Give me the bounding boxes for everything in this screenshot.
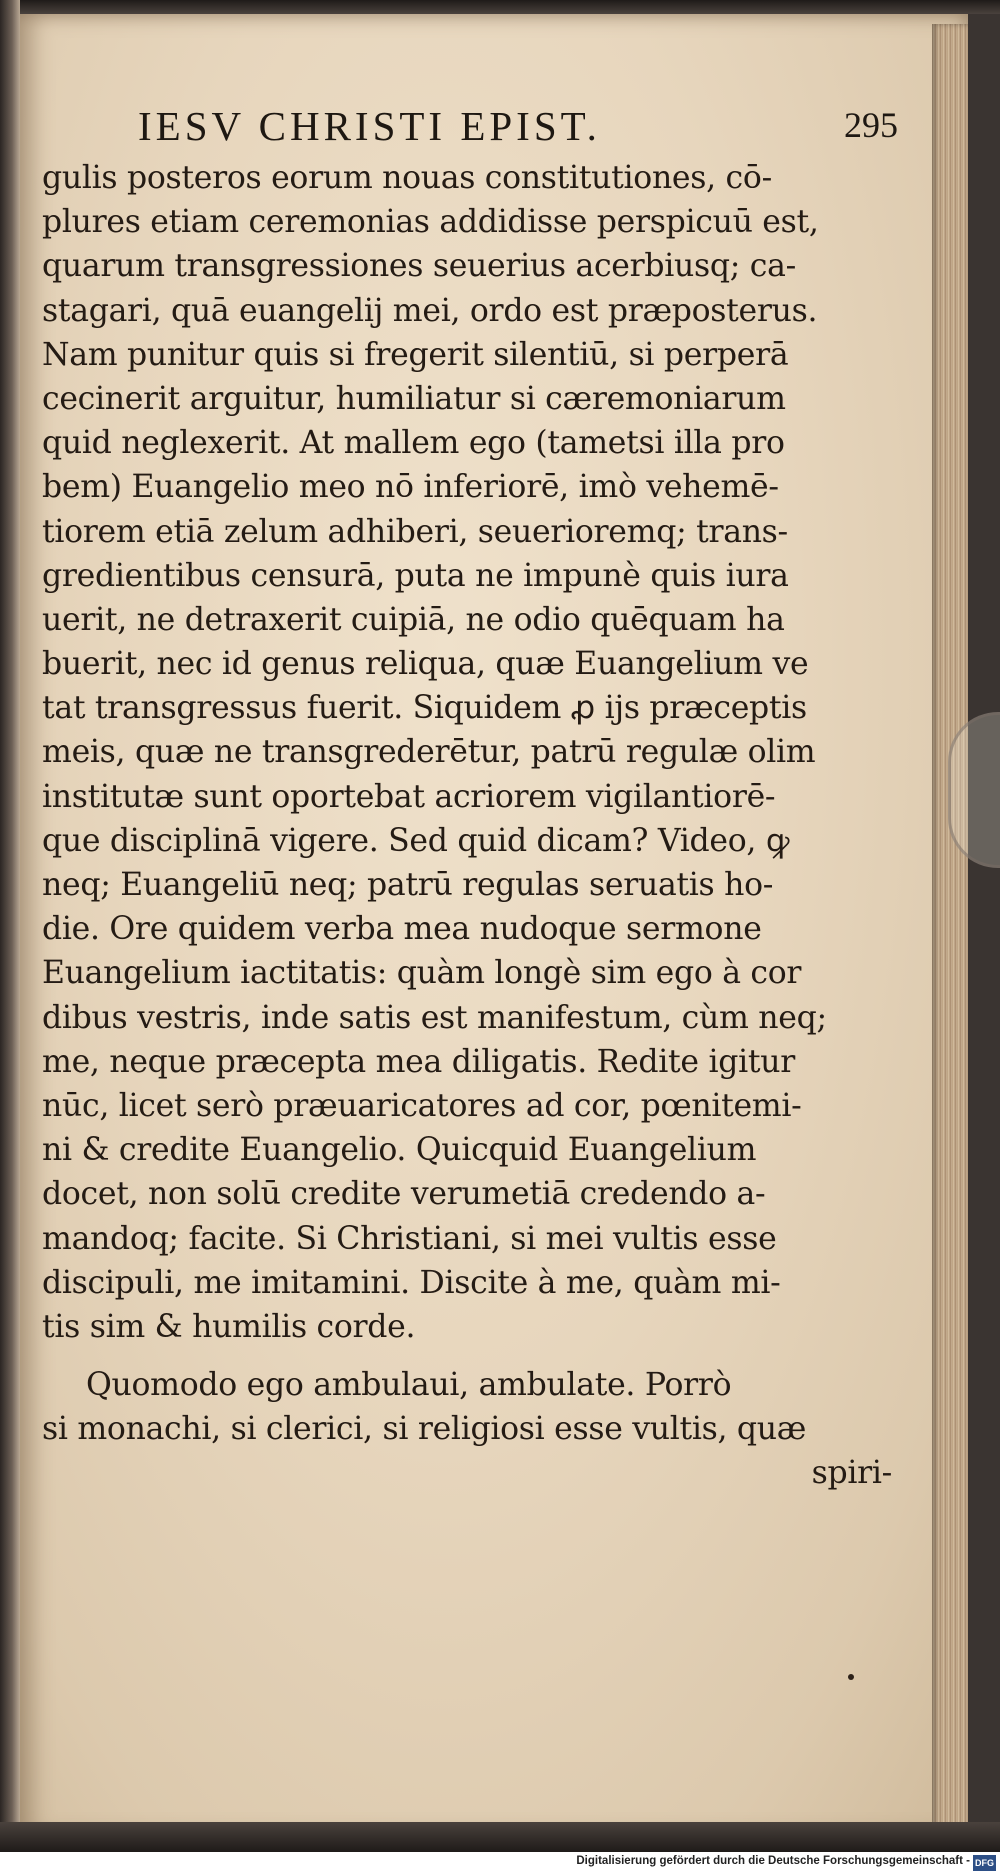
paragraph-2 [42, 1363, 902, 1451]
text-line: nūc, licet serò præuaricatores ad cor, pœnitemi- [42, 1087, 802, 1124]
body-text [42, 156, 902, 1496]
text-line: quarum transgressiones seuerius acerbiusq; ca- [42, 248, 796, 285]
digitization-footer [0, 1852, 1000, 1876]
text-line: gulis posteros eorum nouas constitutiones, cō- [42, 160, 772, 196]
page-clip [948, 712, 1000, 868]
footer-credit: Digitalisierung gefördert durch die Deutsche Forschungsgemeinschaft - [576, 1855, 970, 1867]
text-line: stagari, quā euangelij mei, ordo est præposterus. [42, 292, 818, 329]
text-line: gredientibus censurā, puta ne impunè quis iura [42, 557, 789, 594]
text-line: buerit, nec id genus reliqua, quæ Euangelium ve [42, 646, 809, 683]
text-line: die. Ore quidem verba mea nudoque sermone [42, 911, 762, 948]
text-line: discipuli, me imitamini. Discite à me, quàm mi- [42, 1264, 781, 1301]
dfg-logo: DFG [973, 1855, 996, 1871]
paper-page [18, 14, 968, 1836]
text-line: Quomodo ego ambulaui, ambulate. Porrò [86, 1367, 732, 1404]
paragraph-gap [42, 1349, 902, 1363]
text-line: uerit, ne detraxerit cuipiā, ne odio quēquam ha [42, 601, 785, 638]
text-line: neq; Euangeliū neq; patrū regulas seruatis ho- [42, 867, 774, 903]
text-line: tis sim & humilis corde. [42, 1308, 416, 1345]
text-line: mandoq; facite. Si Christiani, si mei vultis esse [42, 1220, 777, 1257]
text-line: institutæ sunt oportebat acriorem vigilantiorē- [42, 778, 776, 815]
text-line: me, neque præcepta mea diligatis. Redite igitur [42, 1043, 795, 1080]
text-line: bem) Euangelio meo nō inferiorē, imò vehemē- [42, 469, 779, 506]
book-spine-shadow [0, 0, 20, 1876]
paragraph-1 [42, 156, 902, 1349]
page-block-edges [932, 24, 968, 1860]
running-title: IESV CHRISTI EPIST. [138, 103, 601, 149]
text-line: cecinerit arguitur, humiliatur si cæremoniarum [42, 380, 786, 417]
running-head [138, 102, 898, 152]
text-line: si monachi, si clerici, si religiosi esse vultis, quæ [42, 1411, 807, 1448]
text-line: meis, quæ ne transgrederētur, patrū regulæ olim [42, 734, 816, 771]
text-line: quid neglexerit. At mallem ego (tametsi illa pro [42, 425, 785, 462]
text-line: plures etiam ceremonias addidisse perspicuū est, [42, 204, 819, 241]
text-line: que disciplinā vigere. Sed quid dicam? Video, ꝙ [42, 822, 790, 859]
text-line: ni & credite Euangelio. Quicquid Euangelium [42, 1132, 757, 1169]
top-book-edge [0, 0, 1000, 14]
catchword: spiri- [811, 1455, 892, 1492]
ink-speck [848, 1674, 854, 1680]
text-line: tiorem etiā zelum adhiberi, seuerioremq; trans- [42, 513, 788, 550]
text-line: tat transgressus fuerit. Siquidem ꝓ ijs præceptis [42, 690, 807, 727]
bottom-book-edge [0, 1822, 1000, 1852]
page-number: 295 [844, 105, 898, 145]
text-line: Nam punitur quis si fregerit silentiū, si perperā [42, 336, 789, 373]
text-line: dibus vestris, inde satis est manifestum, cùm neq; [42, 999, 827, 1036]
text-line: Euangelium iactitatis: quàm longè sim ego à cor [42, 955, 802, 992]
text-line: docet, non solū credite verumetiā credendo a- [42, 1176, 766, 1213]
